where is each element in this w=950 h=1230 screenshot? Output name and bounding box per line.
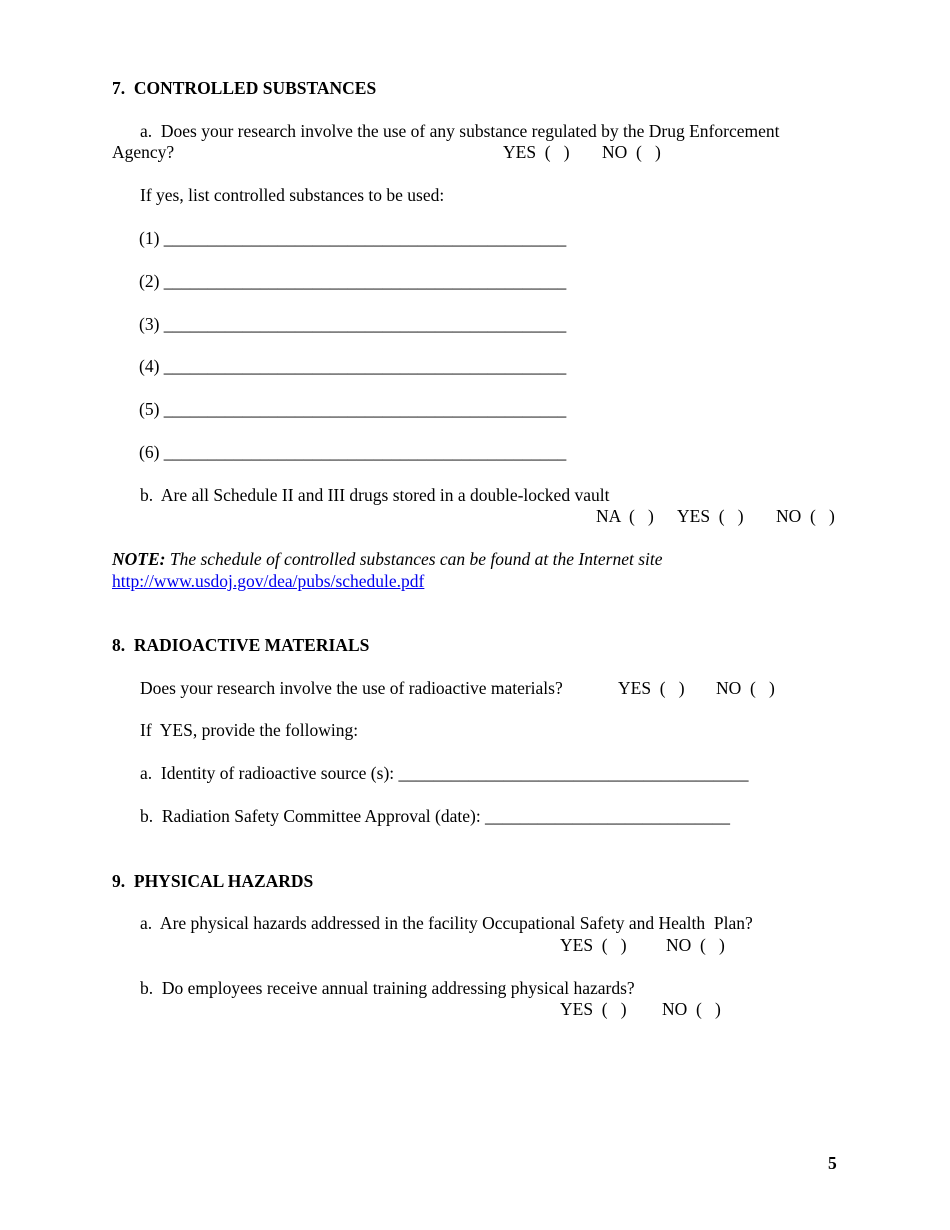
page-number: 5: [828, 1153, 837, 1173]
section-9-question-a: a. Are physical hazards addressed in the facility Occupational Safety and Health Plan?: [140, 913, 753, 933]
section-7-question-a-line1: a. Does your research involve the use of any substance regulated by the Drug Enforcement: [140, 121, 780, 141]
radioactive-source-field[interactable]: a. Identity of radioactive source (s): ________________________________________: [140, 763, 749, 783]
section-9-b-yes-option[interactable]: YES ( ): [560, 999, 627, 1019]
section-8-if-yes: If YES, provide the following:: [140, 720, 359, 740]
section-7-b-no-option[interactable]: NO ( ): [776, 506, 835, 526]
radiation-approval-date-field[interactable]: b. Radiation Safety Committee Approval (date): ____________________________: [140, 806, 731, 826]
section-7-question-b: b. Are all Schedule II and III drugs stored in a double-locked vault: [140, 485, 610, 505]
substance-line-3[interactable]: (3) ______________________________________________: [139, 314, 567, 334]
substance-line-4[interactable]: (4) ______________________________________________: [139, 356, 567, 376]
section-9-heading: 9. PHYSICAL HAZARDS: [112, 871, 314, 891]
note-label: NOTE:: [112, 549, 166, 569]
note-text: The schedule of controlled substances can be found at the Internet site: [165, 549, 663, 569]
substance-line-1[interactable]: (1) ______________________________________________: [139, 228, 567, 248]
section-9-question-b: b. Do employees receive annual training addressing physical hazards?: [140, 978, 635, 998]
schedule-link[interactable]: http://www.usdoj.gov/dea/pubs/schedule.pdf: [112, 571, 425, 591]
section-8-no-option[interactable]: NO ( ): [716, 678, 775, 698]
section-9-a-no-option[interactable]: NO ( ): [666, 935, 725, 955]
section-8-yes-option[interactable]: YES ( ): [618, 678, 685, 698]
section-7-question-a-line2: Agency?: [112, 142, 175, 162]
substance-line-6[interactable]: (6) ______________________________________________: [139, 442, 567, 462]
note: [112, 549, 663, 569]
section-7-a-yes-option[interactable]: YES ( ): [503, 142, 570, 162]
section-7-heading: 7. CONTROLLED SUBSTANCES: [112, 78, 377, 98]
section-9-b-no-option[interactable]: NO ( ): [662, 999, 721, 1019]
list-prompt: If yes, list controlled substances to be used:: [140, 185, 445, 205]
section-7-b-yes-option[interactable]: YES ( ): [677, 506, 744, 526]
substance-line-2[interactable]: (2) ______________________________________________: [139, 271, 567, 291]
section-8-question: Does your research involve the use of radioactive materials?: [140, 678, 563, 698]
section-8-heading: 8. RADIOACTIVE MATERIALS: [112, 635, 370, 655]
section-7-a-no-option[interactable]: NO ( ): [602, 142, 661, 162]
section-7-b-na-option[interactable]: NA ( ): [596, 506, 654, 526]
section-9-a-yes-option[interactable]: YES ( ): [560, 935, 627, 955]
substance-line-5[interactable]: (5) ______________________________________________: [139, 399, 567, 419]
